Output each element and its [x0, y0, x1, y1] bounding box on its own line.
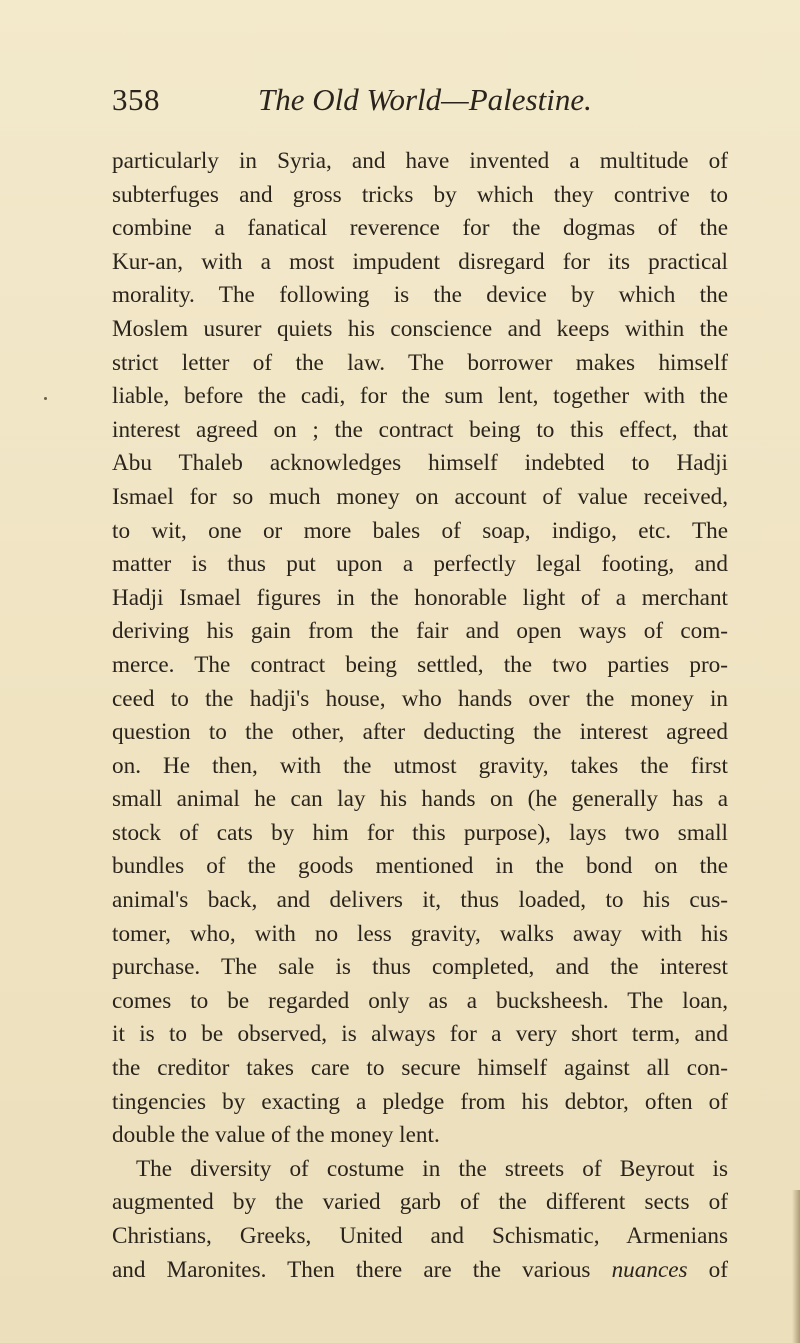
text-line: interest agreed on ; the contract being to this effect, that [112, 416, 728, 443]
text-line: strict letter of the law. The borrower makes himself [112, 349, 728, 376]
body-text [112, 145, 728, 1287]
page-header [112, 80, 712, 120]
text-line: deriving his gain from the fair and open ways of com- [112, 618, 728, 645]
final-line-end: of [687, 1256, 728, 1283]
text-line: stock of cats by him for this purpose), lays two small [112, 819, 728, 846]
text-line: Abu Thaleb acknowledges himself indebted to Hadji [112, 450, 728, 477]
text-line: matter is thus put upon a perfectly legal footing, and [112, 551, 728, 578]
text-line: comes to be regarded only as a bucksheesh. The loan, [112, 987, 728, 1014]
text-line: Hadji Ismael figures in the honorable light of a merchant [112, 584, 728, 611]
text-line: tingencies by exacting a pledge from his debtor, often of [112, 1088, 728, 1115]
running-head: The Old World—Palestine. [258, 82, 592, 117]
text-line: particularly in Syria, and have invented a multitude of [112, 148, 728, 174]
text-line: purchase. The sale is thus completed, and the interest [112, 954, 728, 981]
page-number: 358 [112, 82, 160, 117]
text-line: Christians, Greeks, United and Schismatic, Armenians [112, 1223, 728, 1249]
text-line: Kur-an, with a most impudent disregard for its practical [112, 248, 728, 275]
text-line: ceed to the hadji's house, who hands over the money in [112, 685, 728, 712]
text-line: to wit, one or more bales of soap, indigo, etc. The [112, 517, 728, 544]
text-line-paragraph-end: double the value of the money lent. [112, 1122, 440, 1149]
text-line-final [112, 1254, 728, 1288]
text-line: morality. The following is the device by which the [112, 282, 728, 309]
text-line: animal's back, and delivers it, thus loaded, to his cus- [112, 887, 728, 914]
text-line: bundles of the goods mentioned in the bond on the [112, 853, 728, 880]
text-line: it is to be observed, is always for a very short term, and [112, 1021, 728, 1048]
text-line: small animal he can lay his hands on (he generally has a [112, 786, 728, 813]
text-line: Moslem usurer quiets his conscience and keeps within the [112, 315, 728, 342]
text-line: tomer, who, with no less gravity, walks away with his [112, 920, 728, 947]
text-line: augmented by the varied garb of the different sects of [112, 1189, 728, 1216]
text-line: on. He then, with the utmost gravity, takes the first [112, 752, 728, 779]
text-line: the creditor takes care to secure himself against all con- [112, 1055, 728, 1082]
page-edge-shadow [792, 1190, 800, 1343]
italic-word: nuances [611, 1256, 688, 1283]
text-line: question to the other, after deducting the interest agreed [112, 719, 728, 746]
final-line-start: and Maronites. Then there are the various [112, 1256, 612, 1283]
text-line: subterfuges and gross tricks by which they contrive to [112, 181, 728, 208]
text-line-paragraph-start: The diversity of costume in the streets of Beyrout is [136, 1155, 728, 1182]
text-line: Ismael for so much money on account of value received, [112, 483, 728, 510]
margin-speck [44, 397, 47, 400]
text-line: merce. The contract being settled, the two parties pro- [112, 651, 728, 678]
text-line: combine a fanatical reverence for the dogmas of the [112, 215, 728, 242]
text-line: liable, before the cadi, for the sum lent, together with the [112, 383, 728, 410]
